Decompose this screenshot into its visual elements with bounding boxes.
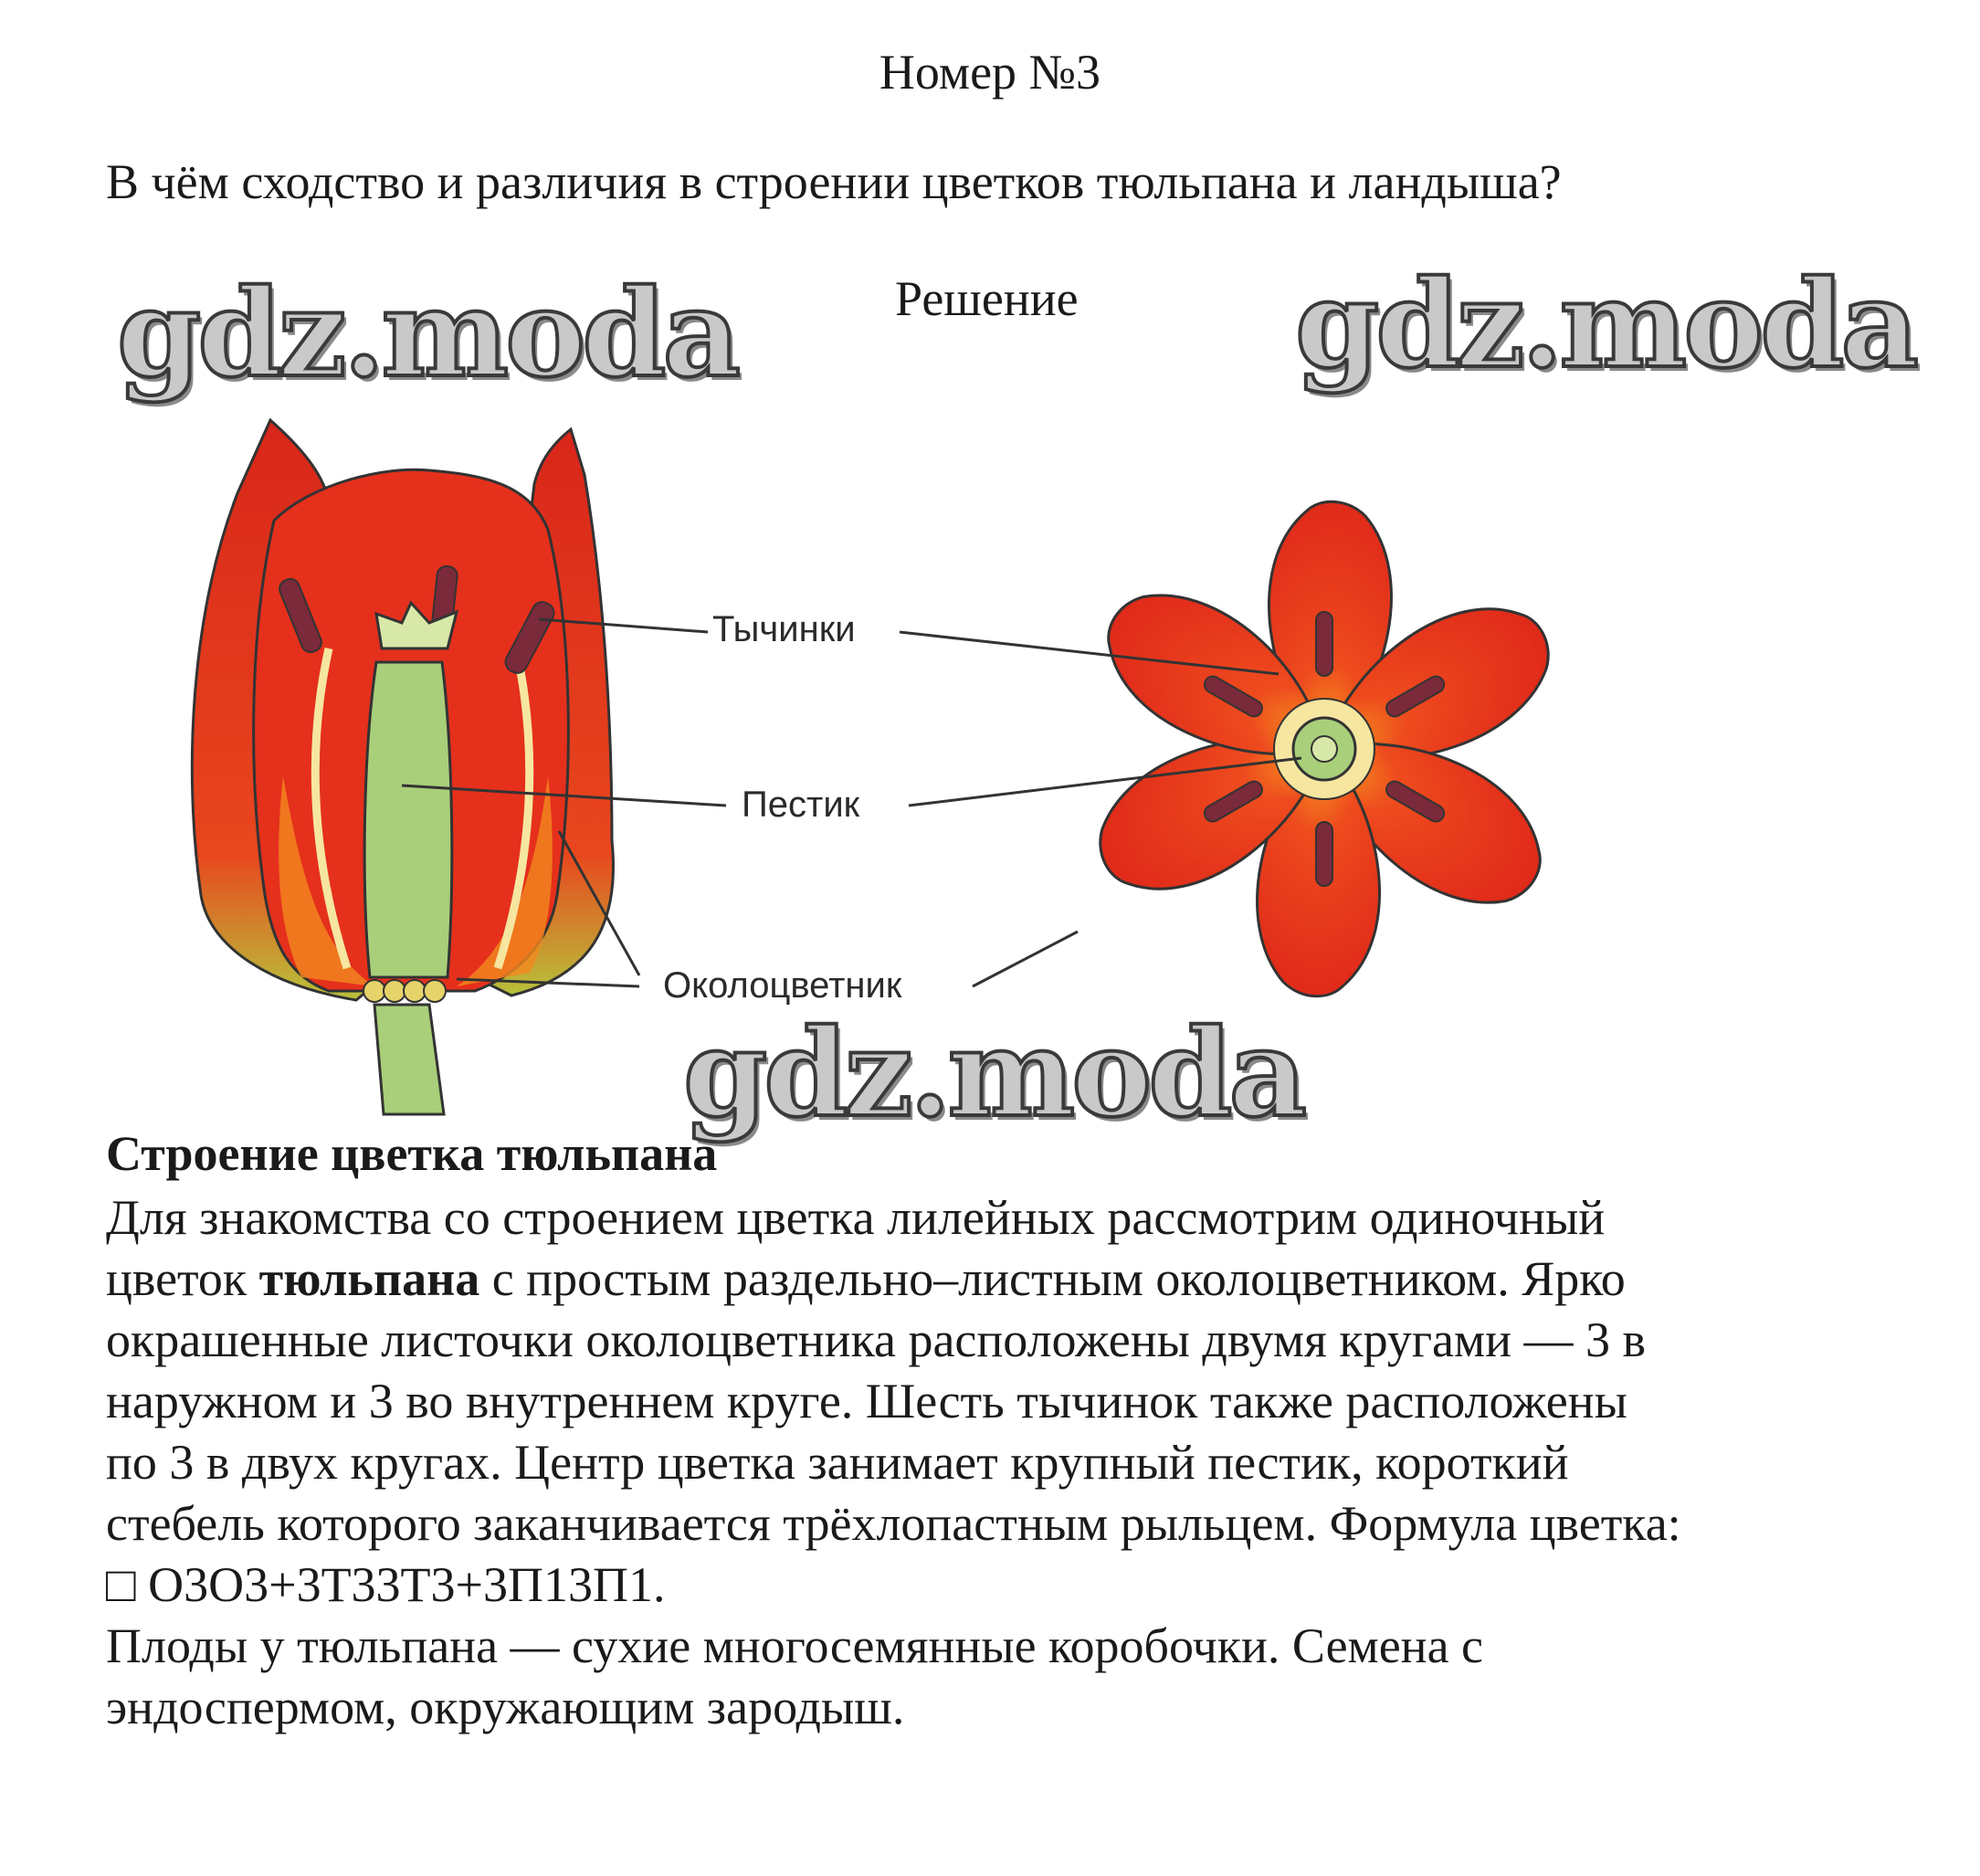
body-line: □ О3О3+3Т33Т3+3П13П1.	[106, 1557, 666, 1612]
top-anther-4	[1316, 822, 1332, 886]
label-pistil: Пестик	[742, 785, 860, 825]
tulip-top-view	[1077, 501, 1572, 996]
section-title: Строение цветка тюльпана	[106, 1126, 718, 1181]
section-body	[106, 1187, 1896, 1738]
top-anther-1	[1316, 612, 1332, 676]
tulip-stem	[374, 1005, 444, 1114]
label-perianth: Околоцветник	[663, 965, 902, 1006]
watermark: gdz.moda	[683, 1003, 1304, 1144]
page-title: Номер №3	[879, 45, 1101, 100]
question-text: В чём сходство и различия в строении цветков тюльпана и ландыша?	[106, 154, 1562, 209]
body-line: эндоспермом, окружающим зародыш.	[106, 1680, 905, 1734]
body-line: Плоды у тюльпана — сухие многосемянные коробочки. Семена с	[106, 1618, 1484, 1673]
body-line: наружном и 3 во внутреннем круге. Шесть тычинок также расположены	[106, 1374, 1627, 1428]
body-line: стебель которого заканчивается трёхлопастным рыльцем. Формула цветка:	[106, 1496, 1681, 1551]
tulip-side-view	[192, 420, 613, 1114]
solution-label: Решение	[895, 271, 1079, 326]
body-line: по 3 в двух кругах. Центр цветка занимает крупный пестик, короткий	[106, 1435, 1569, 1490]
pistil	[364, 662, 452, 977]
watermark: gdz.moda	[1295, 254, 1916, 395]
label-stamens: Тычинки	[712, 609, 856, 649]
body-line: цветок тюльпана с простым раздельно–листным околоцветником. Ярко	[106, 1251, 1626, 1306]
body-line: Для знакомства со строением цветка лилейных рассмотрим одиночный	[106, 1190, 1606, 1245]
watermark: gdz.moda	[117, 263, 738, 405]
body-line: окрашенные листочки околоцветника расположены двумя кругами — 3 в	[106, 1312, 1647, 1367]
